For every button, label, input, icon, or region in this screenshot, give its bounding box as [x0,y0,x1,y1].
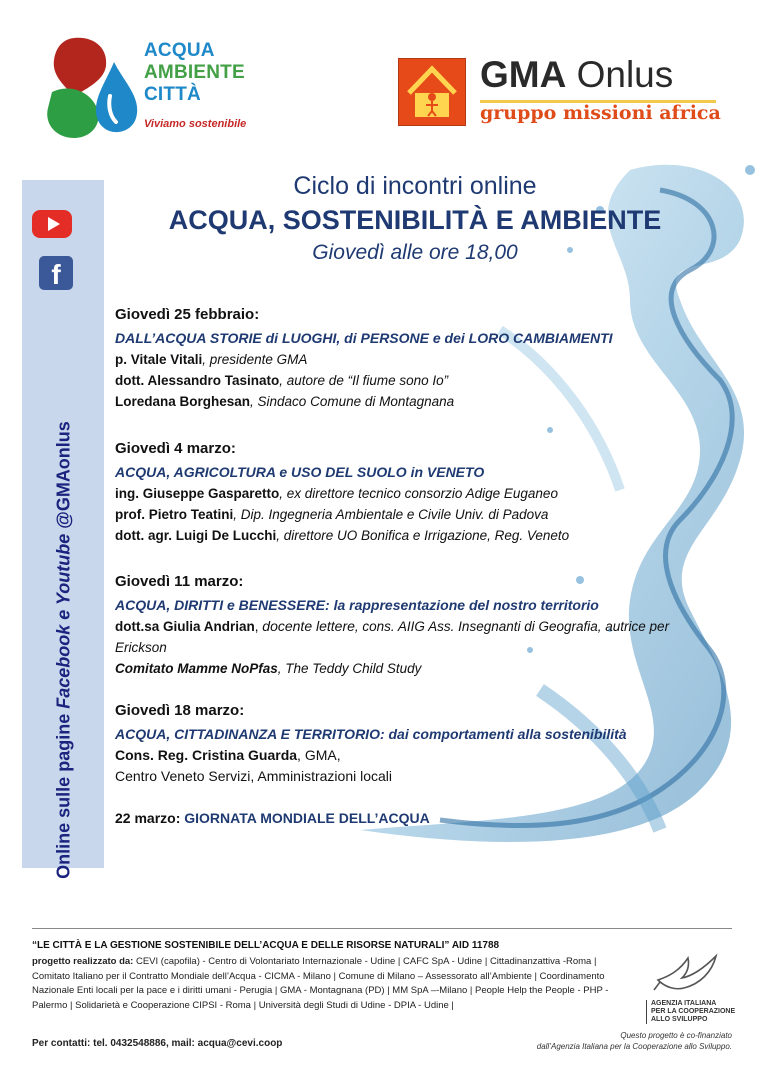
footer-divider [32,928,732,929]
event-block [115,438,715,546]
world-water-day-label: GIORNATA MONDIALE DELL’ACQUA [184,810,430,826]
dove-icon [652,950,722,998]
speaker-line [115,391,715,412]
event-title: ACQUA, AGRICOLTURA e USO DEL SUOLO in VENETO [115,464,485,480]
cofinancing-note [520,1030,732,1052]
event-block [115,571,675,679]
speaker-role: , Sindaco Comune di Montagnana [250,394,455,409]
event-header [130,170,700,268]
water-drop-logo [44,36,144,140]
series-title: Ciclo di incontri online [293,172,537,200]
speaker-name: Loredana Borghesan [115,394,251,409]
speaker-role: docente lettere [262,618,355,634]
online-pages-platforms: Facebook e Youtube [53,533,74,709]
speaker-line: Centro Veneto Servizi, Amministrazioni locali [115,768,393,784]
world-water-day-date: 22 marzo: [115,810,181,826]
gma-title [480,54,673,96]
speaker-name: Comitato Mamme NoPfas [115,661,278,676]
agency-logo [646,1000,741,1024]
facebook-icon[interactable]: f [39,256,73,290]
speaker-name: prof. Pietro Teatini [115,507,234,522]
event-title: DALL’ACQUA STORIE di LUOGHI, di PERSONE e dei LORO CAMBIAMENTI [115,330,613,346]
speaker-name: dott. agr. Luigi De Lucchi [115,528,277,543]
social-sidebar [22,180,104,879]
event-date: Giovedì 11 marzo: [115,573,244,590]
agency-line: PER LA COOPERAZIONE [651,1008,736,1015]
event-block [115,304,715,412]
agency-line: ALLO SVILUPPO [651,1016,708,1023]
gma-title-onlus: Onlus [566,54,674,95]
speaker-line [115,349,715,370]
event-date: Giovedì 18 marzo: [115,702,245,719]
project-partners [32,955,622,1013]
logo-word-citta: CITTÀ [144,84,201,105]
series-schedule: Giovedì alle ore 18,00 [312,241,518,264]
speaker-role: , autore de “Il fiume sono Io” [279,373,449,388]
online-pages-handle: @GMAonlus [53,421,74,534]
acqua-ambiente-citta-logo [44,36,274,140]
series-theme: ACQUA, SOSTENIBILITÀ E AMBIENTE [168,205,662,235]
speaker-line [115,525,715,546]
gma-house-logo [398,58,466,126]
speaker-name: dott. Alessandro Tasinato [115,373,280,388]
speaker-name: Cons. Reg. Cristina Guarda [115,747,298,763]
world-water-day [115,810,430,826]
agency-line: AGENZIA ITALIANA [651,1000,717,1007]
speaker-line [115,658,675,679]
youtube-icon[interactable] [32,210,72,238]
logo-word-ambiente: AMBIENTE [144,62,245,83]
speaker-line [115,616,675,658]
event-date: Giovedì 4 marzo: [115,440,236,457]
speaker-line [115,504,715,525]
cofinancing-line: Questo progetto è co-finanziato [620,1031,732,1040]
logo-tagline: Viviamo sostenibile [144,118,247,130]
event-title: ACQUA, CITTADINANZA E TERRITORIO: dai comportamenti alla sostenibilità [115,726,627,742]
contacts-line: Per contatti: tel. 0432548886, mail: acqua@cevi.coop [32,1038,283,1049]
logo-word-acqua: ACQUA [144,40,215,61]
speaker-role-detail: , cons. AIIG Ass. Insegnanti di Geografia, autrice per Erickson [115,619,670,655]
project-title: “LE CITTÀ E LA GESTIONE SOSTENIBILE DELL’ACQUA E DELLE RISORSE NATURALI” AID 11788 [32,940,500,951]
online-pages-prefix: Online sulle pagine [53,708,74,879]
cofinancing-line: dall’Agenzia Italiana per la Cooperazione allo Sviluppo. [536,1042,732,1051]
gma-title-bold: GMA [480,54,567,95]
speaker-line [115,370,715,391]
speaker-role: , Dip. Ingegneria Ambientale e Civile Univ. di Padova [233,507,549,522]
speaker-line [115,745,715,766]
speaker-name: ing. Giuseppe Gasparetto [115,486,280,501]
speaker-name: p. Vitale Vitali [115,352,203,367]
speaker-role: , presidente GMA [202,352,308,367]
speaker-name: dott.sa Giulia Andrian [115,619,255,634]
speaker-separator: , [254,619,263,634]
partners-label: progetto realizzato da: [32,956,134,967]
speaker-role: , direttore UO Bonifica e Irrigazione, Reg. Veneto [276,528,570,543]
speaker-role: , ex direttore tecnico consorzio Adige Euganeo [279,486,558,501]
partners-list: CEVI (capofila) - Centro di Volontariato Internazionale - Udine | CAFC SpA - Udine | Cittadinanzattiva -Roma | Comitato Italiano per il Contratto Mondiale dell’Acqua - CICMA - Milano | Comune di Milano – Assessorato all’Ambiente | Coordinamento Nazionale Enti locali per la pace e i diritti umani - Perugia | GMA - Montagnana (PD) | MM SpA –-Milano | People Help the People - PHP - Palermo | Solidarietà e Cooperazione CIPSI - Roma | Università degli Studi di Udine - DPIA - Udine | [32,956,609,1011]
online-pages-label [54,370,75,930]
event-block [115,700,715,787]
event-title: ACQUA, DIRITTI e BENESSERE: la rappresentazione del nostro territorio [115,597,599,613]
gma-onlus-logo [396,54,726,128]
speaker-line [115,483,715,504]
gma-subtitle: gruppo missioni africa [480,102,721,124]
speaker-role: , The Teddy Child Study [277,661,422,676]
speaker-role: , GMA, [297,747,341,763]
event-date: Giovedì 25 febbraio: [115,306,260,323]
